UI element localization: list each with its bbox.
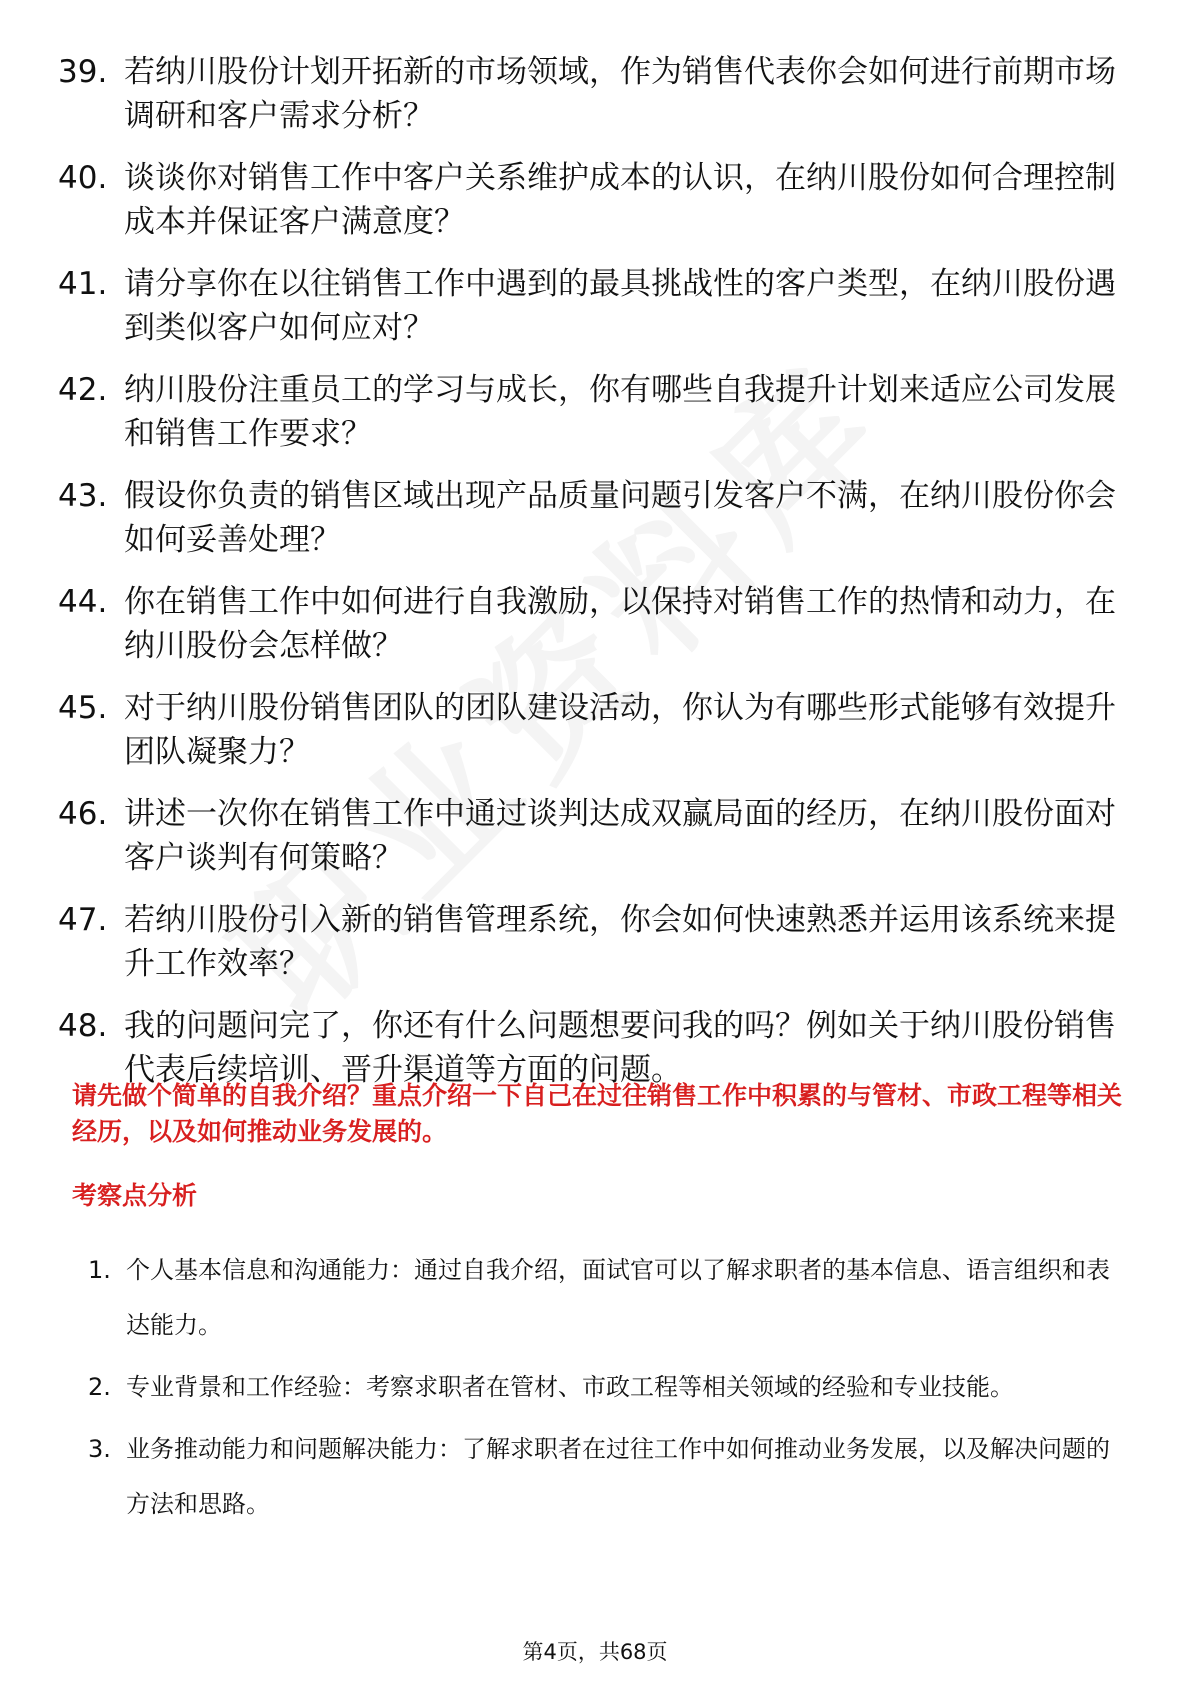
- question-text: 若纳川股份引入新的销售管理系统，你会如何快速熟悉并运用该系统来提升工作效率？: [124, 902, 1116, 982]
- question-item: [58, 368, 1138, 456]
- question-number: 39.: [58, 54, 108, 90]
- question-text: 纳川股份注重员工的学习与成长，你有哪些自我提升计划来适应公司发展和销售工作要求？: [124, 372, 1116, 452]
- question-number: 40.: [58, 160, 108, 196]
- question-item: [58, 898, 1138, 986]
- analysis-text: 业务推动能力和问题解决能力：了解求职者在过往工作中如何推动业务发展，以及解决问题的方法和思路。: [126, 1435, 1110, 1518]
- question-number: 48.: [58, 1008, 108, 1044]
- question-text: 你在销售工作中如何进行自我激励，以保持对销售工作的热情和动力，在纳川股份会怎样做？: [124, 584, 1116, 664]
- question-item: [58, 792, 1138, 880]
- analysis-list: [88, 1243, 1118, 1539]
- analysis-number: 2.: [88, 1373, 111, 1401]
- question-text: 谈谈你对销售工作中客户关系维护成本的认识，在纳川股份如何合理控制成本并保证客户满意度？: [124, 160, 1116, 240]
- question-item: [58, 580, 1138, 668]
- page-footer: 第4页，共68页: [522, 1640, 668, 1664]
- question-item: [58, 50, 1138, 138]
- analysis-text: 专业背景和工作经验：考察求职者在管材、市政工程等相关领域的经验和专业技能。: [126, 1373, 1014, 1401]
- question-item: [58, 686, 1138, 774]
- question-number: 44.: [58, 584, 108, 620]
- question-item: [58, 156, 1138, 244]
- question-number: 46.: [58, 796, 108, 832]
- question-text: 若纳川股份计划开拓新的市场领域，作为销售代表你会如何进行前期市场调研和客户需求分析？: [124, 54, 1116, 134]
- question-text: 假设你负责的销售区域出现产品质量问题引发客户不满，在纳川股份你会如何妥善处理？: [124, 478, 1116, 558]
- analysis-item: [88, 1360, 1118, 1415]
- question-number: 41.: [58, 266, 108, 302]
- analysis-item: [88, 1243, 1118, 1353]
- question-number: 42.: [58, 372, 108, 408]
- analysis-text: 个人基本信息和沟通能力：通过自我介绍，面试官可以了解求职者的基本信息、语言组织和表达能力。: [126, 1256, 1110, 1339]
- analysis-number: 3.: [88, 1435, 111, 1463]
- question-number: 45.: [58, 690, 108, 726]
- featured-question: 请先做个简单的自我介绍？重点介绍一下自己在过往销售工作中积累的与管材、市政工程等相关经历，以及如何推动业务发展的。: [72, 1081, 1123, 1146]
- analysis-item: [88, 1422, 1118, 1532]
- analysis-title: 考察点分析: [72, 1181, 198, 1210]
- question-item: [58, 262, 1138, 350]
- analysis-number: 1.: [88, 1256, 111, 1284]
- question-item: [58, 474, 1138, 562]
- question-text: 请分享你在以往销售工作中遇到的最具挑战性的客户类型，在纳川股份遇到类似客户如何应对？: [124, 266, 1116, 346]
- question-text: 我的问题问完了，你还有什么问题想要问我的吗？例如关于纳川股份销售代表后续培训、晋升渠道等方面的问题。: [124, 1008, 1116, 1088]
- question-number: 47.: [58, 902, 108, 938]
- question-list: [58, 50, 1138, 1110]
- question-text: 对于纳川股份销售团队的团队建设活动，你认为有哪些形式能够有效提升团队凝聚力？: [124, 690, 1116, 770]
- question-number: 43.: [58, 478, 108, 514]
- question-text: 讲述一次你在销售工作中通过谈判达成双赢局面的经历，在纳川股份面对客户谈判有何策略？: [124, 796, 1116, 876]
